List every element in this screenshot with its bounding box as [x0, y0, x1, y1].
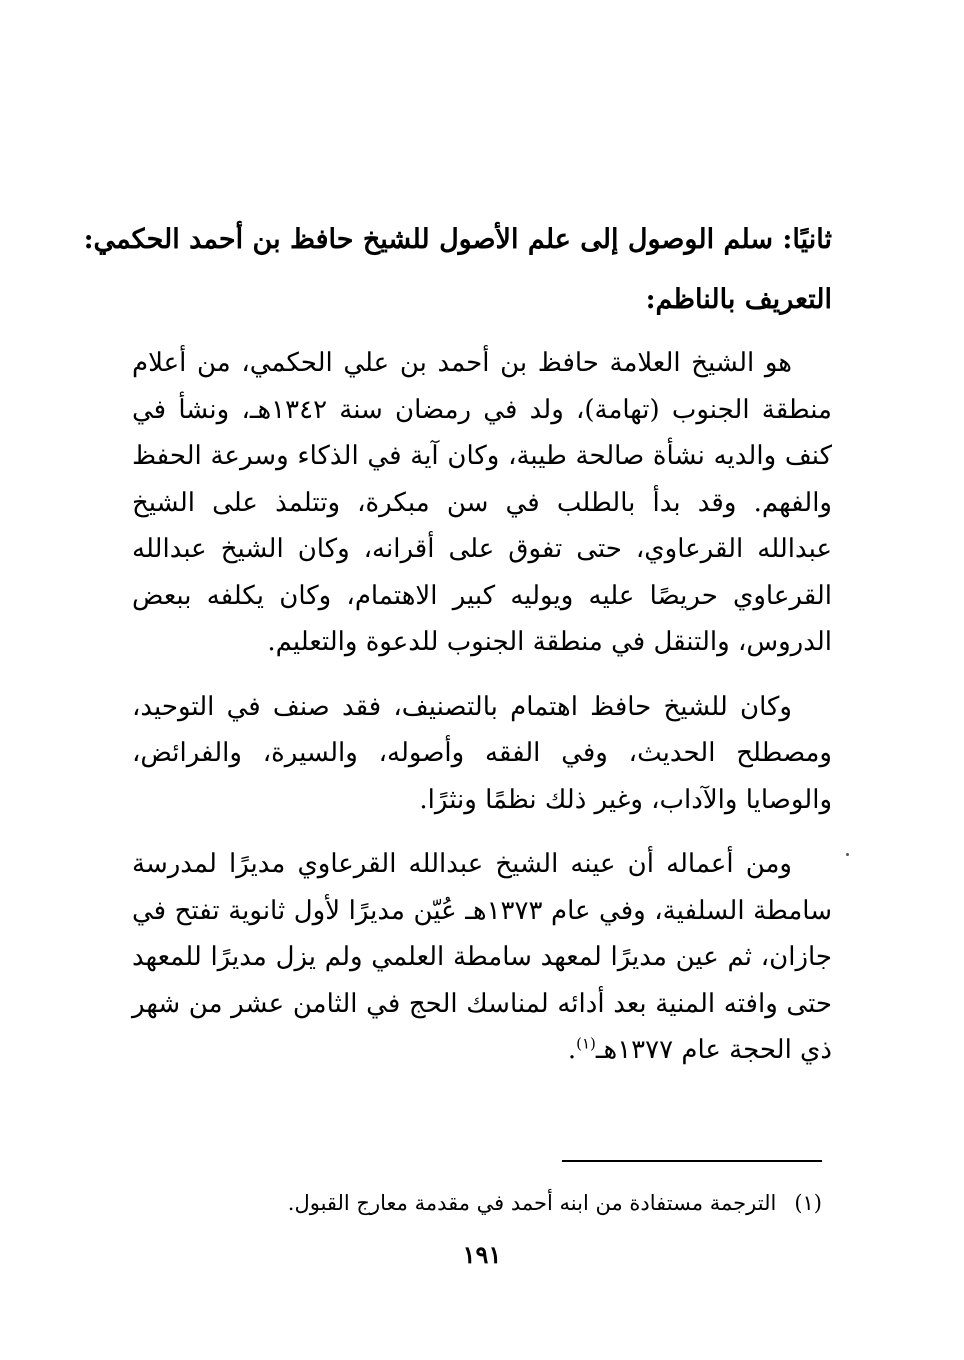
footnote-reference[interactable]: (١): [576, 1034, 596, 1053]
main-text: [83, 210, 832, 1092]
paragraph-career-text: ومن أعماله أن عينه الشيخ عبدالله القرعاوي مديرًا لمدرسة سامطة السلفية، وفي عام ١٣٧٣هـ عُيّن مديرًا لأول ثانوية تفتح في جازان، ثم عين مديرًا لمعهد سامطة العلمي ولم يزل مديرًا للمعهد حتى وافته المنية بعد أدائه لمناسك الحج في الثامن عشر من شهر ذي الحجة عام ١٣٧٧هـ: [132, 849, 832, 1065]
scan-speck: [846, 853, 849, 856]
paragraph-biography: هو الشيخ العلامة حافظ بن أحمد بن علي الحكمي، من أعلام منطقة الجنوب (تهامة)، ولد في رمضان سنة ١٣٤٢هـ، ونشأ في كنف والديه نشأة صالحة طيبة، وكان آية في الذكاء وسرعة الحفظ والفهم. وقد بدأ بالطلب في سن مبكرة، وتتلمذ على الشيخ عبدالله القرعاوي، حتى تفوق على أقرانه، وكان الشيخ عبدالله القرعاوي حريصًا عليه ويوليه كبير الاهتمام، وكان يكلفه ببعض الدروس، والتنقل في منطقة الجنوب للدعوة والتعليم.: [132, 348, 832, 657]
footnote: [132, 1186, 822, 1220]
footnote-separator: [562, 1160, 822, 1162]
paragraph-career-end: .: [567, 1035, 577, 1065]
section-subheading: التعريف بالناظم:: [645, 284, 832, 315]
section-heading: ثانيًا: سلم الوصول إلى علم الأصول للشيخ حافظ بن أحمد الحكمي:: [83, 224, 832, 255]
paragraph-works: وكان للشيخ حافظ اهتمام بالتصنيف، فقد صنف في التوحيد، ومصطلح الحديث، وفي الفقه وأصوله، والسيرة، والفرائض، والوصايا والآداب، وغير ذلك نظمًا ونثرًا.: [132, 691, 832, 815]
page-number: ١٩١: [462, 1240, 502, 1269]
footnote-text: الترجمة مستفادة من ابنه أحمد في مقدمة معارج القبول.: [287, 1191, 777, 1215]
footnote-marker: (١): [794, 1191, 822, 1215]
paragraph-career: [132, 841, 832, 1074]
